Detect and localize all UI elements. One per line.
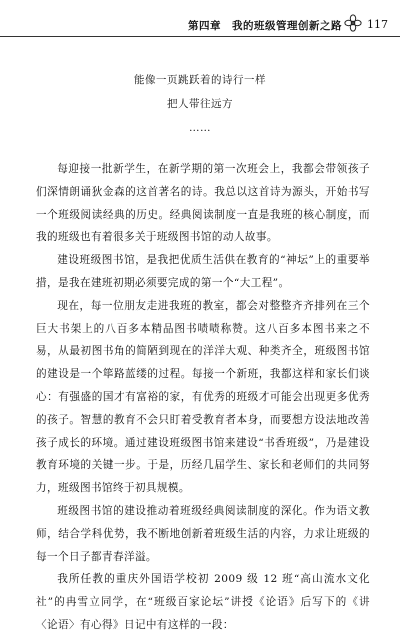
header-rule — [0, 36, 400, 37]
paragraph: 每迎接一批新学生，在新学期的第一次班会上，我都会带领孩子们深情朗诵狄金森的这首著名的诗。我总以这首诗为源头，开始书写一个班级阅读经典的历史。经典阅读制度一直是我班的核心制度，而我的班级也有着很多关于班级图书馆的动人故事。 — [36, 163, 370, 244]
poem-ellipsis: …… — [189, 122, 211, 134]
page-number: 117 — [367, 18, 388, 31]
poem-excerpt — [0, 68, 400, 140]
paragraph: 班级图书馆的建设推动着班级经典阅读制度的深化。作为语文教师，结合学科优势，我不断地创新着班级生活的内容，力求让班级的每一个日子都青春洋溢。 — [36, 504, 370, 563]
poem-line: 把人带往远方 — [167, 98, 233, 110]
body-text — [36, 158, 370, 637]
poem-line: 能像一页跳跃着的诗行一样 — [134, 74, 266, 86]
paragraph: 现在，每一位朋友走进我班的教室，都会对整整齐齐排列在三个巨大书架上的八百多本精品图书啧啧称赞。这八百多本图书来之不易，从最初图书角的简陋到现在的洋洋大观、种类齐全，班级图书馆的建设是一个筚路蓝缕的过程。每接一个新班，我都这样和家长们谈心：有强盛的国才有富裕的家，有优秀的班级才可能会出现更多优秀的孩子。智慧的教育不会只盯着受教育者本身，而要想方设法地改善孩子成长的环境。通过建设班级图书馆来建设“书香班级”，乃是建设教育环境的关键一步。于是，历经几届学生、家长和老师们的共同努力，班级图书馆终于初具规模。 — [36, 299, 370, 495]
paragraph: 建设班级图书馆，是我把优质生活供在教育的“神坛”上的重要举措，是我在建班初期必须要完成的第一个“大工程”。 — [36, 254, 370, 289]
flower-ornament-icon — [344, 14, 362, 32]
chapter-title: 第四章 我的班级管理创新之路 — [188, 20, 342, 32]
paragraph: 我所任教的重庆外国语学校初 2009 级 12 班“高山流水文化社”的冉雪立同学，在“班级百家论坛”讲授《论语》后写下的《讲〈论语〉有心得》日记中有这样的一段： — [36, 573, 370, 631]
